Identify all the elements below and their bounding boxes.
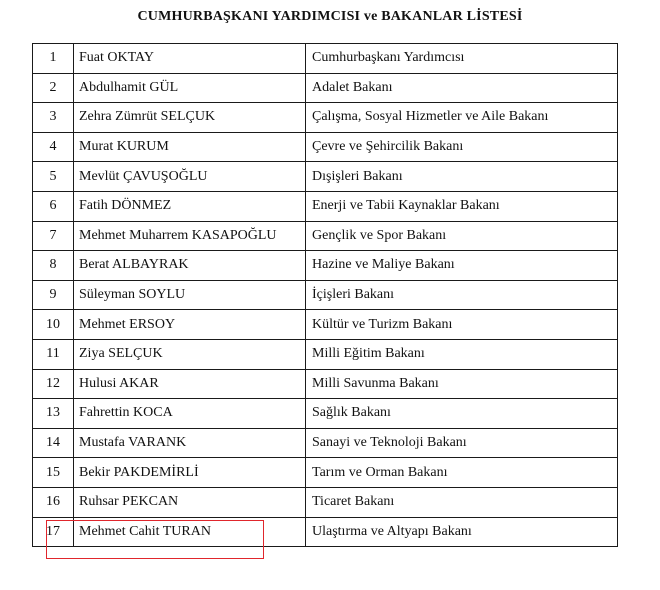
table-row: [33, 458, 618, 488]
person-name: Fuat OKTAY: [74, 44, 306, 74]
row-number: 2: [33, 73, 74, 103]
office-title: Dışişleri Bakanı: [306, 162, 618, 192]
row-number: 1: [33, 44, 74, 74]
person-name: Ruhsar PEKCAN: [74, 487, 306, 517]
table-row: [33, 487, 618, 517]
row-number: 12: [33, 369, 74, 399]
office-title: Cumhurbaşkanı Yardımcısı: [306, 44, 618, 74]
table-row: [33, 428, 618, 458]
office-title: Hazine ve Maliye Bakanı: [306, 251, 618, 281]
office-title: Kültür ve Turizm Bakanı: [306, 310, 618, 340]
person-name: Ziya SELÇUK: [74, 339, 306, 369]
row-number: 11: [33, 339, 74, 369]
page-title: CUMHURBAŞKANI YARDIMCISI ve BAKANLAR LİSTESİ: [137, 9, 523, 24]
row-number: 6: [33, 191, 74, 221]
office-title: Gençlik ve Spor Bakanı: [306, 221, 618, 251]
person-name: Abdulhamit GÜL: [74, 73, 306, 103]
row-number: 9: [33, 280, 74, 310]
row-number: 7: [33, 221, 74, 251]
row-number: 3: [33, 103, 74, 133]
row-number: 5: [33, 162, 74, 192]
office-title: Ticaret Bakanı: [306, 487, 618, 517]
table-row: [33, 44, 618, 74]
table-row: [33, 251, 618, 281]
table-row-highlighted: [33, 517, 618, 547]
ministers-table: [32, 43, 618, 547]
table-row: [33, 280, 618, 310]
office-title: Çevre ve Şehircilik Bakanı: [306, 132, 618, 162]
office-title: İçişleri Bakanı: [306, 280, 618, 310]
row-number: 14: [33, 428, 74, 458]
person-name: Fatih DÖNMEZ: [74, 191, 306, 221]
person-name: Süleyman SOYLU: [74, 280, 306, 310]
person-name: Mehmet ERSOY: [74, 310, 306, 340]
row-number: 4: [33, 132, 74, 162]
table-row: [33, 103, 618, 133]
row-number: 8: [33, 251, 74, 281]
row-number: 13: [33, 399, 74, 429]
table-row: [33, 310, 618, 340]
table-row: [33, 221, 618, 251]
table-row: [33, 369, 618, 399]
office-title: Tarım ve Orman Bakanı: [306, 458, 618, 488]
office-title: Ulaştırma ve Altyapı Bakanı: [306, 517, 618, 547]
person-name: Fahrettin KOCA: [74, 399, 306, 429]
person-name: Bekir PAKDEMİRLİ: [74, 458, 306, 488]
table-row: [33, 162, 618, 192]
table-body: [33, 44, 618, 547]
person-name: Mevlüt ÇAVUŞOĞLU: [74, 162, 306, 192]
table-row: [33, 339, 618, 369]
row-number: 17: [33, 517, 74, 547]
office-title: Sanayi ve Teknoloji Bakanı: [306, 428, 618, 458]
table-row: [33, 73, 618, 103]
person-name: Berat ALBAYRAK: [74, 251, 306, 281]
office-title: Milli Eğitim Bakanı: [306, 339, 618, 369]
person-name: Mustafa VARANK: [74, 428, 306, 458]
table-row: [33, 191, 618, 221]
row-number: 10: [33, 310, 74, 340]
person-name: Mehmet Cahit TURAN: [74, 517, 306, 547]
person-name: Hulusi AKAR: [74, 369, 306, 399]
office-title: Çalışma, Sosyal Hizmetler ve Aile Bakanı: [306, 103, 618, 133]
office-title: Milli Savunma Bakanı: [306, 369, 618, 399]
table-row: [33, 399, 618, 429]
row-number: 15: [33, 458, 74, 488]
person-name: Mehmet Muharrem KASAPOĞLU: [74, 221, 306, 251]
office-title: Sağlık Bakanı: [306, 399, 618, 429]
person-name: Murat KURUM: [74, 132, 306, 162]
person-name: Zehra Zümrüt SELÇUK: [74, 103, 306, 133]
row-number: 16: [33, 487, 74, 517]
office-title: Adalet Bakanı: [306, 73, 618, 103]
table-row: [33, 132, 618, 162]
office-title: Enerji ve Tabii Kaynaklar Bakanı: [306, 191, 618, 221]
